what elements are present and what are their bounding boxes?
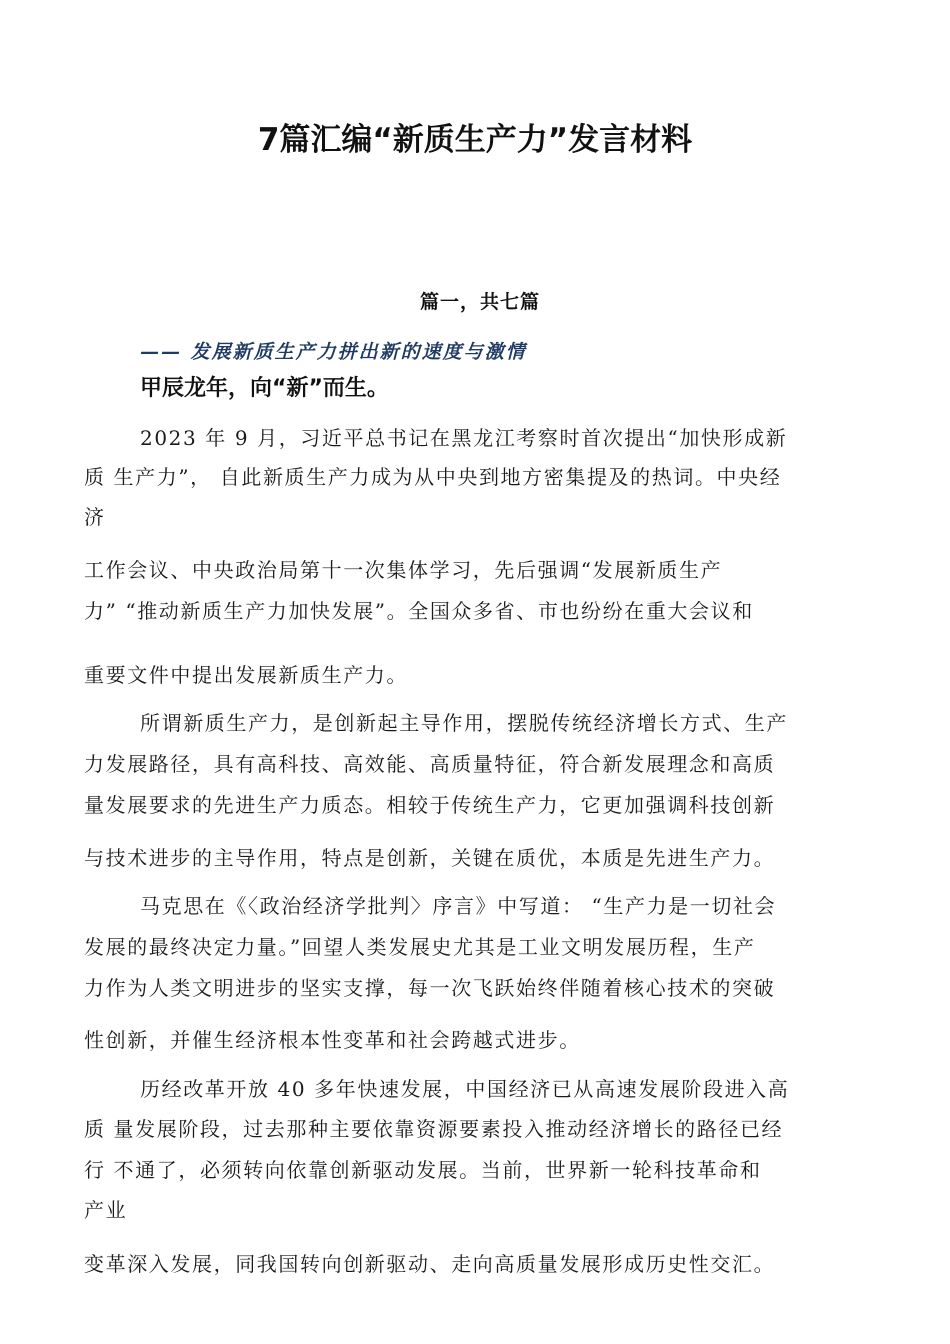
paragraph-line: 产业 [84,1198,128,1222]
paragraph-line: 力作为人类文明进步的坚实支撑，每一次飞跃始终伴随着核心技术的突破 [84,976,776,1000]
paragraph-line: 工作会议、中央政治局第十一次集体学习，先后强调“发展新质生产 [84,558,723,582]
paragraph-line: 力” “推动新质生产力加快发展”。全国众多省、市也纷纷在重大会议和 [84,599,754,623]
paragraph-line: 济 [84,505,106,529]
paragraph-line: 与技术进步的主导作用，特点是创新，关键在质优，本质是先进生产力。 [84,846,776,870]
paragraph-line: 马克思在《〈政治经济学批判〉序言》中写道： “生产力是一切社会 [140,894,777,918]
chapter-label: 篇一，共七篇 [420,291,541,313]
document-title: 7篇汇编“新质生产力”发言材料 [257,122,693,158]
paragraph-line: 行 不通了，必须转向依靠创新驱动发展。当前，世界新一轮科技革命和 [84,1158,762,1182]
paragraph-line: 性创新，并催生经济根本性变革和社会跨越式进步。 [84,1028,581,1052]
paragraph-line: 历经改革开放 40 多年快速发展，中国经济已从高速发展阶段进入高 [140,1077,790,1101]
lead-sentence: 甲辰龙年，向“新”而生。 [140,376,389,401]
chapter-subtitle: —— 发展新质生产力拼出新的速度与激情 [140,341,527,363]
paragraph-line: 量发展要求的先进生产力质态。相较于传统生产力，它更加强调科技创新 [84,793,776,817]
paragraph-line: 重要文件中提出发展新质生产力。 [84,663,408,687]
paragraph-line: 所谓新质生产力，是创新起主导作用，摆脱传统经济增长方式、生产 [140,711,788,735]
paragraph-line: 发展的最终决定力量。”回望人类发展史尤其是工业文明发展历程，生产 [84,935,756,959]
paragraph-line: 质 生产力”， 自此新质生产力成为从中央到地方密集提及的热词。中央经 [84,465,782,489]
paragraph-line: 2023 年 9 月，习近平总书记在黑龙江考察时首次提出“加快形成新 [140,426,788,450]
paragraph-line: 力发展路径，具有高科技、高效能、高质量特征，符合新发展理念和高质 [84,752,776,776]
paragraph-line: 变革深入发展，同我国转向创新驱动、走向高质量发展形成历史性交汇。 [84,1252,776,1276]
paragraph-line: 质 量发展阶段，过去那种主要依靠资源要素投入推动经济增长的路径已经 [84,1117,784,1141]
